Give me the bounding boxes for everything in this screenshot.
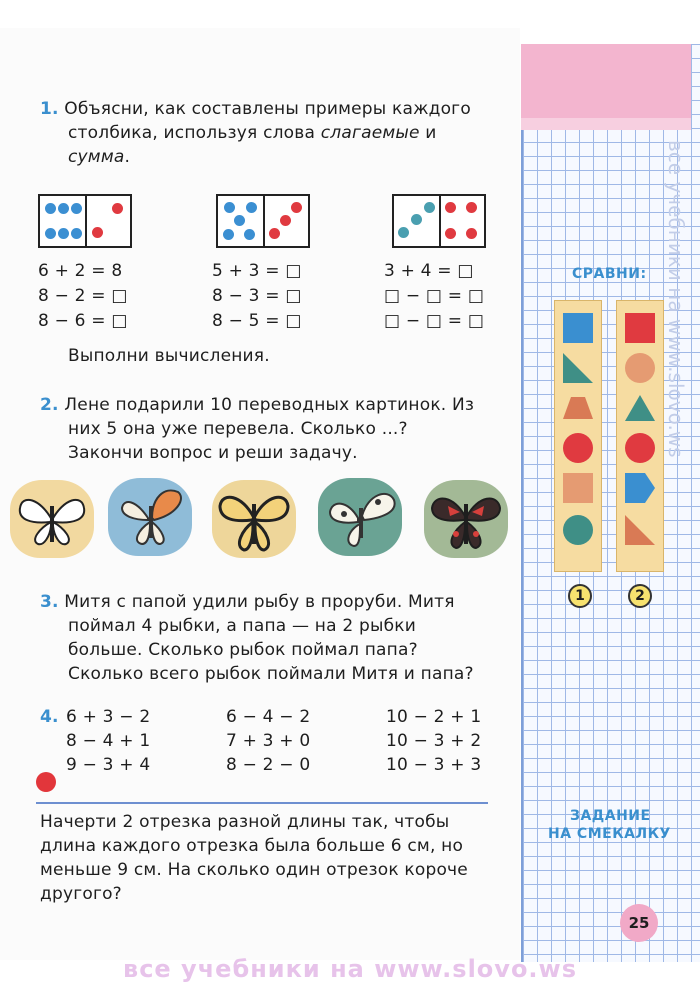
eq-c3-r3: □ − □ = □ (384, 311, 485, 331)
task2-text-1: Лене подарили 10 переводных картинок. Из (64, 395, 475, 415)
eq-c2-r1: 5 + 3 = □ (212, 261, 302, 281)
task4-number: 4. (40, 707, 59, 727)
task1-word-addends: слагаемые (320, 123, 420, 143)
domino-2 (216, 194, 310, 248)
shape-strip-2 (616, 300, 664, 572)
section-divider (36, 802, 488, 804)
circle-icon-teal (563, 515, 593, 545)
eq-c3-r2: □ − □ = □ (384, 286, 485, 306)
pink-header-block (521, 44, 691, 130)
expr-c2-r3: 8 − 2 − 0 (226, 755, 311, 775)
eq-c2-r3: 8 − 5 = □ (212, 311, 302, 331)
expr-c1-r1: 6 + 3 − 2 (66, 707, 151, 727)
footer-watermark: все учебники на www.slovo.ws (123, 955, 577, 983)
puzzle-title-2: НА СМЕКАЛКУ (548, 826, 671, 842)
task1-text-2b: и (419, 123, 437, 143)
task1-text-1: Объясни, как составлены примеры каждого (64, 99, 471, 119)
eq-c1-r3: 8 − 6 = □ (38, 311, 128, 331)
task2-line1 (40, 394, 474, 417)
circle-icon-red (625, 433, 655, 463)
task5-line2: длина каждого отрезка была больше 6 см, но (40, 836, 464, 856)
page-number: 25 (620, 904, 658, 942)
butterfly-3-icon (212, 480, 296, 558)
eq-c1-r1: 6 + 2 = 8 (38, 261, 123, 281)
circle-icon-light (625, 353, 655, 383)
domino-1 (38, 194, 132, 248)
task2-line2: них 5 она уже перевела. Сколько ...? (68, 419, 408, 439)
compare-title: СРАВНИ: (572, 266, 647, 282)
puzzle-title-1: ЗАДАНИЕ (570, 808, 651, 824)
butterfly-1-icon (10, 480, 94, 558)
task3-line4: Сколько всего рыбок поймали Митя и папа? (68, 664, 474, 684)
strip-label-2: 2 (628, 584, 652, 608)
task3-line3: больше. Сколько рыбок поймал папа? (68, 640, 418, 660)
pentagon-icon (625, 473, 655, 503)
side-watermark: все учебники на www.slovo.ws (664, 140, 688, 458)
eq-c3-r1: 3 + 4 = □ (384, 261, 474, 281)
task5-line1: Начерти 2 отрезка разной длины так, чтобы (40, 812, 450, 832)
expr-c1-r2: 8 − 4 + 1 (66, 731, 151, 751)
butterfly-5-icon (424, 480, 508, 558)
expr-c3-r3: 10 − 3 + 3 (386, 755, 482, 775)
task1-line3 (68, 146, 130, 169)
task2-line3: Закончи вопрос и реши задачу. (68, 443, 358, 463)
butterfly-4-icon (318, 478, 402, 556)
task3-line1 (40, 591, 455, 614)
shape-strip-1 (554, 300, 602, 572)
expr-c2-r1: 6 − 4 − 2 (226, 707, 311, 727)
task1-text-3: . (124, 147, 131, 167)
butterfly-2-icon (108, 478, 192, 556)
expr-c2-r2: 7 + 3 + 0 (226, 731, 311, 751)
task1-footer: Выполни вычисления. (68, 346, 270, 366)
square-icon-light (563, 473, 593, 503)
task1-line1 (40, 98, 471, 121)
triangle-icon-light (625, 515, 655, 545)
task2-number: 2. (40, 395, 59, 415)
circle-icon (563, 433, 593, 463)
square-icon (563, 313, 593, 343)
task3-line2: поймал 4 рыбки, а папа — на 2 рыбки (68, 616, 416, 636)
square-icon-red (625, 313, 655, 343)
trapezoid-icon (563, 393, 593, 423)
task1-text-2a: столбика, используя слова (68, 123, 321, 143)
eq-c2-r2: 8 − 3 = □ (212, 286, 302, 306)
task1-line2 (68, 122, 437, 145)
red-dot-marker (36, 772, 56, 792)
task5-line3: меньше 9 см. На сколько один отрезок короче (40, 860, 468, 880)
task3-text-1: Митя с папой удили рыбу в проруби. Митя (64, 592, 455, 612)
task1-word-sum: сумма (68, 147, 125, 167)
triangle-icon-teal (625, 393, 655, 423)
strip-label-1: 1 (568, 584, 592, 608)
expr-c3-r1: 10 − 2 + 1 (386, 707, 482, 727)
triangle-icon (563, 353, 593, 383)
expr-c3-r2: 10 − 3 + 2 (386, 731, 482, 751)
domino-3 (392, 194, 486, 248)
task3-number: 3. (40, 592, 59, 612)
eq-c1-r2: 8 − 2 = □ (38, 286, 128, 306)
task5-line4: другого? (40, 884, 122, 904)
expr-c1-r3: 9 − 3 + 4 (66, 755, 151, 775)
task1-number: 1. (40, 99, 59, 119)
